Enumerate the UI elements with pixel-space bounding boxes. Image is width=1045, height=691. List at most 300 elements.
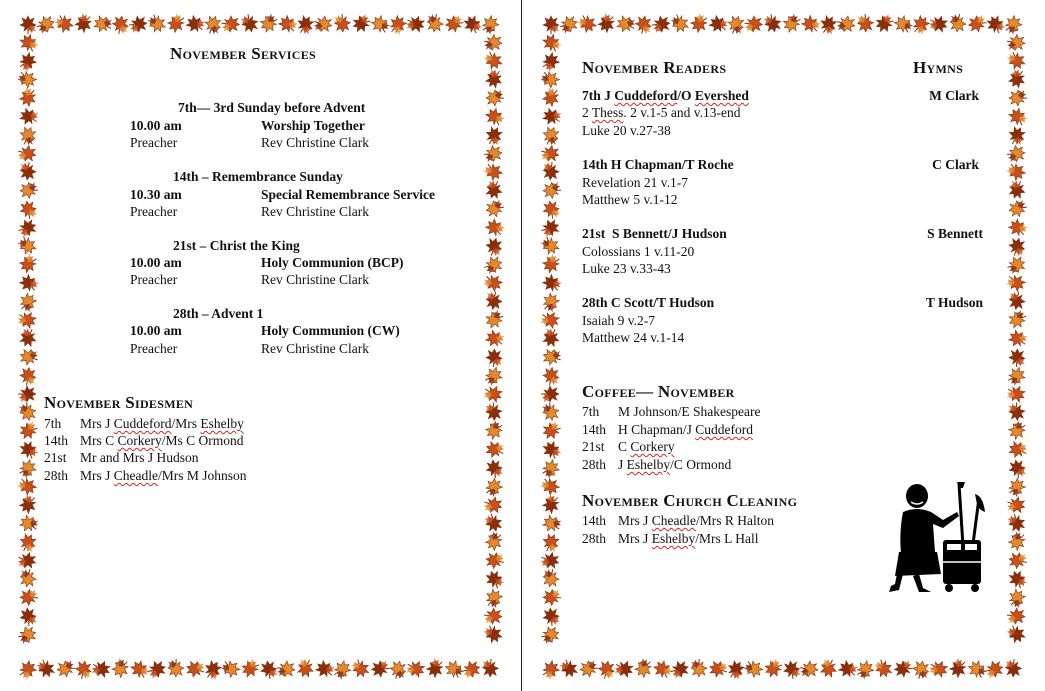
service-time: 10.00 am — [130, 323, 182, 338]
leaf-icon — [541, 401, 560, 421]
leaf-icon — [1004, 475, 1028, 499]
leaf-icon — [404, 657, 428, 680]
leaf-icon — [1007, 236, 1027, 258]
leaf-icon — [17, 272, 41, 296]
leaf-icon — [1008, 199, 1029, 218]
leaf-icon — [542, 568, 561, 589]
leaf-icon — [1006, 216, 1030, 240]
leaf-icon — [484, 236, 504, 258]
coffee-date: 28th — [582, 457, 607, 472]
leaf-icon — [219, 656, 243, 680]
service-role: Preacher — [130, 135, 178, 150]
leaf-icon — [443, 658, 466, 682]
coffee-date: 14th — [582, 422, 607, 437]
leaf-icon — [706, 13, 730, 37]
leaf-icon — [16, 234, 38, 257]
leaf-icon — [579, 660, 598, 678]
leaf-icon — [891, 13, 914, 37]
leaf-icon — [947, 656, 971, 680]
leaf-icon — [483, 309, 506, 331]
leaf-icon — [482, 124, 505, 147]
leaf-icon — [482, 494, 504, 515]
service-role: Preacher — [130, 341, 178, 356]
leaf-icon — [541, 347, 563, 368]
leaf-icon — [20, 182, 39, 199]
reading-two: Luke 23 v.33-43 — [582, 261, 671, 276]
leaf-icon — [16, 143, 37, 163]
leaf-icon — [483, 512, 503, 534]
leaf-icon — [483, 67, 506, 91]
leaf-icon — [539, 143, 560, 163]
leaf-icon — [651, 15, 671, 33]
service-date-title: 28th – Advent 1 — [173, 306, 264, 321]
leaf-icon — [597, 660, 616, 681]
leaf-icon — [538, 290, 562, 314]
leaf-icon — [1006, 529, 1030, 553]
leaf-icon — [927, 13, 950, 35]
leaf-icon — [259, 660, 278, 680]
cleaning-names: Mrs J Eshelby/Mrs L Hall — [618, 531, 759, 546]
leaf-icon — [542, 200, 561, 221]
reading-two: Luke 20 v.27-38 — [582, 123, 671, 138]
leaf-icon — [15, 308, 39, 331]
leaf-icon — [1004, 382, 1028, 405]
leaf-icon — [485, 349, 502, 368]
service-person: Rev Christine Clark — [261, 204, 369, 219]
leaf-icon — [15, 658, 39, 682]
leaf-icon — [669, 659, 691, 679]
sidesmen-heading: November Sidesmen — [44, 393, 194, 412]
leaf-icon — [483, 327, 507, 351]
leaf-icon — [1006, 67, 1029, 91]
cleaning-date: 28th — [582, 531, 607, 546]
leaf-icon — [1006, 512, 1026, 534]
coffee-names: C Corkery — [618, 439, 675, 454]
leaf-icon — [482, 255, 504, 276]
leaf-icon — [818, 657, 840, 680]
leaf-icon — [20, 16, 36, 34]
coffee-date: 21st — [582, 439, 605, 454]
leaf-icon — [540, 512, 564, 535]
leaf-icon — [17, 252, 41, 275]
leaf-icon — [202, 14, 223, 36]
leaf-icon — [485, 290, 504, 310]
leaf-icon — [782, 660, 801, 680]
leaf-icon — [18, 386, 36, 402]
leaf-icon — [109, 656, 133, 680]
leaf-icon — [541, 386, 559, 402]
coffee-date: 7th — [582, 404, 600, 419]
leaf-icon — [1004, 365, 1028, 388]
leaf-icon — [17, 105, 41, 128]
sidesmen-names: Mrs J Cheadle/Mrs M Johnson — [80, 468, 247, 483]
leaf-icon — [540, 326, 562, 349]
leaf-icon — [482, 622, 505, 645]
coffee-heading: Coffee— November — [582, 382, 735, 401]
leaf-icon — [540, 105, 564, 128]
leaf-icon — [1005, 124, 1028, 147]
leaf-icon — [539, 217, 561, 238]
leaf-icon — [485, 402, 502, 421]
leaf-icon — [481, 475, 505, 499]
leaf-icon — [634, 15, 653, 36]
leaf-icon — [295, 657, 317, 680]
sidesmen-names: Mrs J Cuddeford/Mrs Eshelby — [80, 416, 244, 431]
leaf-icon — [539, 625, 560, 645]
leaf-icon — [483, 145, 502, 163]
leaf-icon — [857, 14, 874, 33]
leaf-icon — [146, 659, 168, 679]
leaf-icon — [799, 660, 819, 678]
leaf-icon — [1006, 145, 1025, 163]
leaf-icon — [478, 13, 502, 37]
leaf-icon — [632, 656, 656, 680]
leaf-icon — [481, 270, 505, 294]
leaf-icon — [894, 660, 913, 677]
leaf-icon — [128, 15, 148, 33]
leaf-icon — [1005, 255, 1027, 276]
leaf-icon — [53, 11, 76, 35]
leaf-icon — [444, 14, 464, 33]
service-person: Rev Christine Clark — [261, 135, 369, 150]
leaf-icon — [1006, 105, 1029, 129]
leaf-icon — [16, 531, 38, 554]
leaf-icon — [15, 290, 39, 314]
leaf-icon — [483, 216, 507, 240]
page-divider — [521, 0, 522, 691]
leaf-icon — [481, 365, 505, 388]
left-page — [0, 0, 522, 691]
leaf-icon — [1008, 290, 1027, 310]
leaf-icon — [873, 657, 894, 679]
reader-names: 21st S Bennett/J Hudson — [582, 226, 727, 241]
leaf-icon — [15, 474, 39, 498]
leaf-icon — [725, 14, 746, 36]
leaf-icon — [724, 658, 747, 682]
sidesmen-names: Mrs C Corkery/Ms C Ormond — [80, 433, 244, 448]
leaf-icon — [17, 32, 40, 55]
service-name: Worship Together — [261, 118, 365, 133]
leaf-icon — [276, 660, 296, 678]
service-time: 10.00 am — [130, 255, 182, 270]
leaf-icon — [16, 217, 38, 238]
leaf-icon — [16, 625, 37, 645]
leaf-icon — [484, 439, 507, 461]
leaf-icon — [56, 660, 75, 678]
leaf-icon — [763, 13, 783, 34]
leaf-icon — [542, 366, 561, 386]
leaf-icon — [835, 14, 856, 34]
leaf-icon — [481, 382, 505, 405]
services-heading: November Services — [170, 44, 317, 63]
leaf-icon — [330, 658, 354, 682]
leaf-icon — [388, 659, 408, 680]
leaf-icon — [461, 13, 483, 36]
leaf-icon — [19, 161, 37, 181]
leaf-icon — [1006, 33, 1026, 51]
leaf-icon — [853, 658, 877, 682]
leaf-icon — [1005, 659, 1022, 678]
leaf-icon — [239, 657, 262, 679]
leaf-icon — [1001, 13, 1025, 37]
leaf-icon — [334, 14, 351, 33]
leaf-icon — [18, 401, 37, 421]
leaf-icon — [576, 11, 599, 35]
leaf-icon — [542, 607, 560, 627]
leaf-icon — [540, 85, 564, 109]
sidesmen-date: 7th — [44, 416, 62, 431]
leaf-icon — [540, 32, 563, 55]
sidesmen-date: 14th — [44, 433, 69, 448]
leaf-icon — [19, 568, 38, 589]
leaf-icon — [540, 439, 562, 462]
leaf-icon — [18, 347, 40, 368]
reader-names: 7th J Cuddeford/O Evershed — [582, 88, 749, 103]
leaf-icon — [483, 33, 503, 51]
leaf-icon — [762, 657, 785, 679]
leaf-icon — [1004, 270, 1028, 294]
leaf-icon — [424, 656, 448, 680]
leaf-icon — [35, 657, 57, 680]
leaf-icon — [1006, 419, 1030, 443]
leaf-icon — [817, 13, 840, 37]
leaf-icon — [542, 161, 560, 181]
leaf-icon — [708, 659, 730, 680]
leaf-icon — [483, 178, 505, 201]
cleaning-names: Mrs J Cheadle/Mrs R Halton — [618, 513, 775, 528]
leaf-icon — [221, 15, 240, 32]
service-time: 10.00 am — [130, 118, 182, 133]
reader-names: 28th C Scott/T Hudson — [582, 295, 715, 310]
leaf-icon — [146, 12, 168, 35]
service-date-title: 21st – Christ the King — [173, 238, 300, 253]
leaf-icon — [1007, 569, 1029, 592]
leaf-icon — [15, 457, 39, 480]
reading-one: Isaiah 9 v.2-7 — [582, 313, 655, 328]
cleaner-with-cart-icon — [885, 482, 991, 594]
reading-one: Revelation 21 v.1-7 — [582, 175, 688, 190]
leaf-icon — [538, 457, 562, 480]
leaf-icon — [538, 474, 562, 498]
leaf-icon — [72, 11, 96, 35]
leaf-icon — [17, 512, 41, 535]
leaf-icon — [426, 13, 445, 33]
leaf-icon — [1005, 494, 1027, 515]
leaf-icon — [744, 15, 763, 32]
leaf-icon — [19, 200, 38, 221]
leaf-icon — [35, 14, 57, 35]
leaf-icon — [543, 589, 562, 606]
reading-two: Matthew 24 v.1-14 — [582, 330, 685, 345]
leaf-icon — [651, 658, 674, 682]
leaf-icon — [540, 272, 564, 296]
coffee-names: M Johnson/E Shakespeare — [618, 404, 761, 419]
leaf-icon — [908, 13, 932, 37]
leaf-icon — [312, 14, 333, 34]
hymns-heading: Hymns — [913, 58, 964, 77]
hymns-person: T Hudson — [925, 295, 983, 310]
leaf-icon — [911, 659, 931, 680]
hymns-person: C Clark — [932, 157, 979, 172]
service-role: Preacher — [130, 204, 178, 219]
leaf-icon — [18, 420, 40, 441]
leaf-icon — [595, 11, 619, 35]
leaf-icon — [483, 105, 506, 129]
coffee-names: H Chapman/J Cuddeford — [618, 422, 753, 437]
leaf-icon — [1006, 309, 1029, 331]
leaf-icon — [558, 657, 580, 680]
leaf-icon — [404, 13, 427, 35]
leaf-icon — [691, 659, 708, 677]
hymns-person: M Clark — [929, 88, 979, 103]
leaf-icon — [486, 90, 504, 107]
leaf-icon — [183, 13, 207, 37]
leaf-icon — [742, 656, 766, 680]
leaf-icon — [984, 13, 1006, 36]
reading-two: Matthew 5 v.1-12 — [582, 192, 678, 207]
leaf-icon — [781, 12, 804, 35]
leaf-icon — [128, 658, 151, 682]
leaf-icon — [540, 492, 564, 516]
leaf-icon — [799, 13, 823, 37]
leaf-icon — [201, 658, 224, 682]
leaf-icon — [539, 531, 561, 554]
right-page — [523, 0, 1045, 691]
reader-names: 14th H Chapman/T Roche — [582, 157, 734, 172]
leaf-icon — [1008, 551, 1029, 570]
service-time: 10.30 am — [130, 187, 182, 202]
leaf-icon — [1007, 439, 1030, 461]
leaf-icon — [74, 660, 93, 681]
leaf-icon — [483, 607, 502, 625]
leaf-icon — [1005, 49, 1027, 72]
leaf-icon — [688, 11, 712, 35]
leaf-icon — [313, 658, 337, 682]
leaf-icon — [927, 657, 951, 680]
leaf-icon — [614, 13, 637, 35]
leaf-icon — [165, 11, 189, 35]
leaf-icon — [540, 252, 564, 275]
leaf-icon — [966, 658, 989, 682]
service-person: Rev Christine Clark — [261, 341, 369, 356]
service-date-title: 14th – Remembrance Sunday — [173, 169, 343, 184]
leaf-icon — [1008, 349, 1025, 368]
sidesmen-names: Mr and Mrs J Hudson — [80, 450, 199, 465]
leaf-icon — [967, 14, 987, 33]
leaf-icon — [541, 420, 563, 441]
leaf-icon — [669, 12, 691, 35]
leaf-icon — [89, 657, 112, 680]
leaf-icon — [1004, 159, 1028, 183]
leaf-icon — [1008, 459, 1027, 479]
leaf-icon — [1006, 178, 1028, 201]
leaf-icon — [538, 308, 562, 331]
leaf-icon — [1006, 607, 1025, 625]
leaf-icon — [539, 550, 561, 571]
leaf-icon — [485, 551, 506, 570]
leaf-icon — [20, 589, 39, 606]
leaf-icon — [17, 492, 41, 516]
leaf-icon — [294, 13, 317, 37]
leaf-icon — [17, 439, 39, 462]
leaf-icon — [983, 659, 1004, 679]
leaf-icon — [482, 586, 506, 610]
leaf-icon — [19, 607, 37, 627]
coffee-names: J Eshelby/C Ormond — [618, 457, 732, 472]
leaf-icon — [185, 659, 207, 680]
cleaning-heading: November Church Cleaning — [582, 491, 798, 510]
leaf-icon — [1009, 90, 1027, 107]
leaf-icon — [538, 658, 562, 682]
leaf-icon — [481, 159, 505, 183]
sidesmen-date: 21st — [44, 450, 67, 465]
leaf-icon — [538, 50, 562, 74]
leaf-icon — [368, 13, 391, 37]
leaf-icon — [485, 199, 506, 218]
service-name: Special Remembrance Service — [261, 187, 435, 202]
leaf-icon — [1006, 327, 1030, 351]
readers-heading: November Readers — [582, 58, 727, 77]
leaf-icon — [483, 529, 507, 553]
leaf-icon — [17, 125, 39, 148]
leaf-icon — [351, 13, 373, 34]
leaf-icon — [16, 550, 38, 571]
leaf-icon — [949, 13, 968, 33]
reading-one: 2 Thess. 2 v.1-5 and v.13-end — [582, 105, 741, 120]
leaf-icon — [460, 659, 481, 679]
leaf-icon — [485, 459, 504, 479]
sidesmen-date: 28th — [44, 468, 69, 483]
leaf-icon — [15, 50, 39, 74]
leaf-icon — [612, 657, 635, 680]
leaf-icon — [240, 13, 260, 34]
leaf-icon — [539, 234, 561, 257]
service-role: Preacher — [130, 272, 178, 287]
leaf-icon — [1005, 622, 1028, 645]
leaf-icon — [540, 125, 562, 148]
cleaning-date: 14th — [582, 513, 607, 528]
leaf-icon — [482, 659, 499, 678]
leaf-icon — [874, 13, 896, 34]
leaf-icon — [17, 326, 39, 349]
leaf-icon — [19, 366, 38, 386]
leaf-icon — [558, 14, 580, 35]
leaf-icon — [371, 660, 390, 677]
leaf-icon — [543, 16, 559, 34]
leaf-icon — [543, 182, 562, 199]
leaf-icon — [385, 13, 409, 37]
service-name: Holy Communion (CW) — [261, 323, 400, 338]
leaf-icon — [484, 569, 506, 592]
leaf-icon — [483, 419, 507, 443]
leaf-icon — [836, 658, 860, 682]
reading-one: Colossians 1 v.11-20 — [582, 244, 695, 259]
leaf-icon — [258, 12, 281, 35]
service-name: Holy Communion (BCP) — [261, 255, 404, 270]
leaf-icon — [168, 659, 185, 677]
leaf-icon — [111, 15, 130, 36]
service-person: Rev Christine Clark — [261, 272, 369, 287]
leaf-icon — [17, 85, 41, 109]
leaf-icon — [276, 13, 300, 37]
leaf-icon — [482, 49, 504, 72]
leaf-icon — [1005, 586, 1029, 610]
hymns-person: S Bennett — [927, 226, 983, 241]
service-date-title: 7th— 3rd Sunday before Advent — [178, 100, 366, 115]
leaf-icon — [1008, 402, 1025, 421]
leaf-icon — [91, 13, 114, 35]
leaf-icon — [350, 657, 371, 679]
